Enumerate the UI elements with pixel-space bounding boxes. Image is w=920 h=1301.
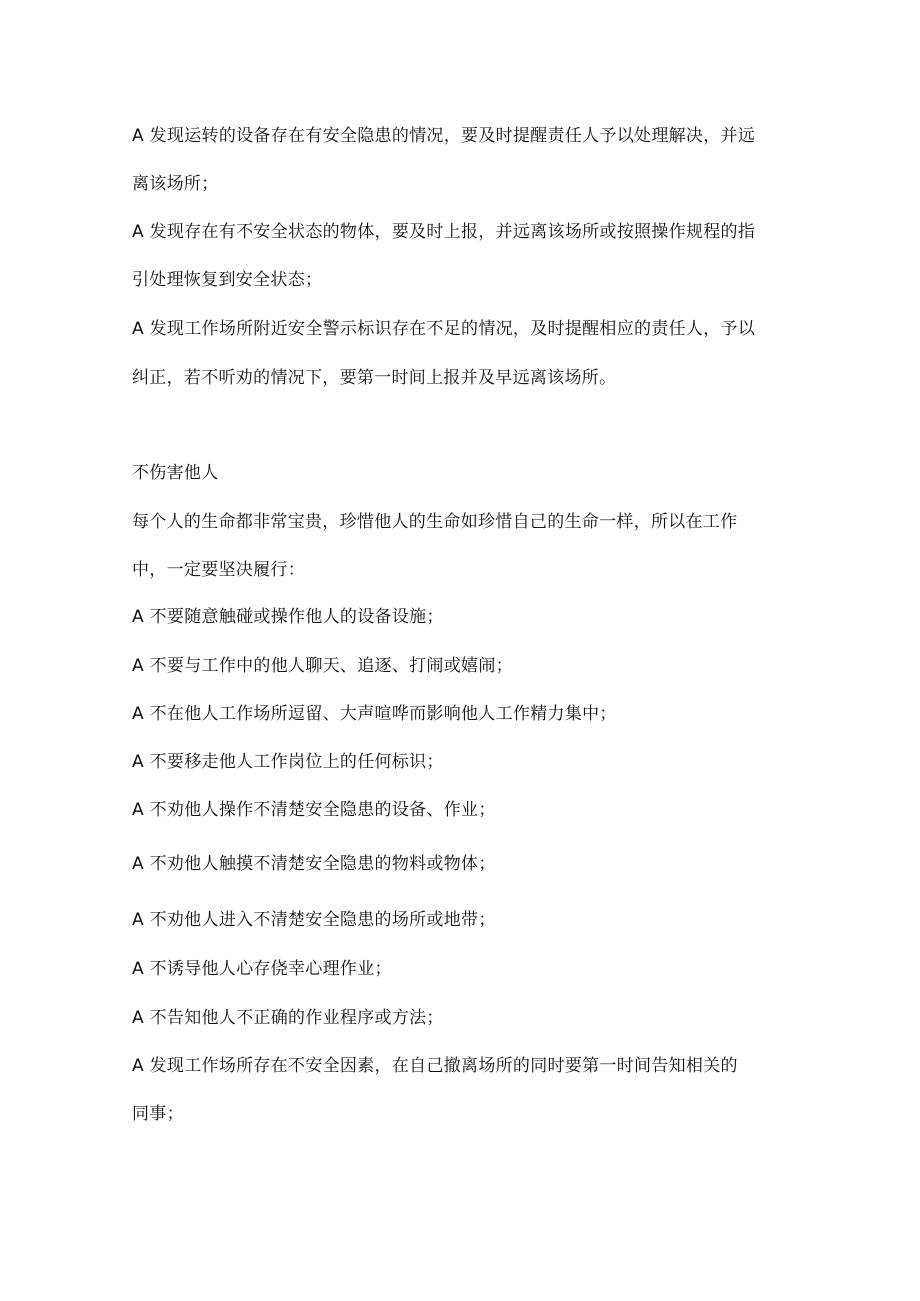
list-item: A 不劝他人进入不清楚安全隐患的场所或地带；: [132, 910, 496, 930]
list-item: A 不要随意触碰或操作他人的设备设施；: [132, 607, 444, 627]
intro-line: 每个人的生命都非常宝贵，珍惜他人的生命如珍惜自己的生命一样，所以在工作: [132, 512, 738, 532]
paragraph-line: A 发现存在有不安全状态的物体，要及时上报，并远离该场所或按照操作规程的指: [132, 222, 756, 242]
list-item: A 不告知他人不正确的作业程序或方法；: [132, 1008, 444, 1028]
list-item: A 不诱导他人心存侥幸心理作业；: [132, 959, 392, 979]
list-item-continuation: 同事；: [132, 1104, 184, 1124]
section-heading: 不伤害他人: [132, 463, 219, 483]
paragraph-line: 引处理恢复到安全状态；: [132, 270, 323, 290]
list-item: A 不要移走他人工作岗位上的任何标识；: [132, 752, 444, 772]
intro-line: 中，一定要坚决履行：: [132, 560, 305, 580]
list-item: A 发现工作场所存在不安全因素，在自己撤离场所的同时要第一时间告知相关的: [132, 1056, 738, 1076]
list-item: A 不要与工作中的他人聊天、追逐、打闹或嬉闹；: [132, 656, 513, 676]
list-item: A 不劝他人操作不清楚安全隐患的设备、作业；: [132, 800, 496, 820]
list-item: A 不在他人工作场所逗留、大声喧哗而影响他人工作精力集中；: [132, 704, 617, 724]
paragraph-line: 离该场所；: [132, 174, 219, 194]
paragraph-line: A 发现工作场所附近安全警示标识存在不足的情况，及时提醒相应的责任人，予以: [132, 319, 756, 339]
list-item: A 不劝他人触摸不清楚安全隐患的物料或物体；: [132, 854, 496, 874]
paragraph-line: 纠正，若不听劝的情况下，要第一时间上报并及早远离该场所。: [132, 368, 617, 388]
paragraph-line: A 发现运转的设备存在有安全隐患的情况，要及时提醒责任人予以处理解决，并远: [132, 126, 756, 146]
